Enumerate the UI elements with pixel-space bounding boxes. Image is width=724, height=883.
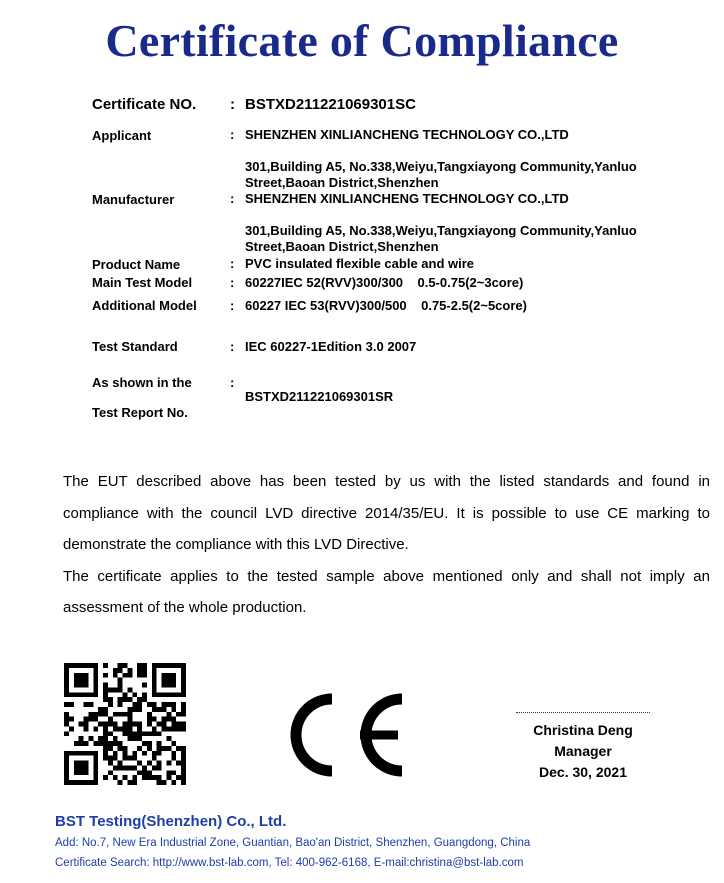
manufacturer-label: Manufacturer (92, 192, 175, 207)
colon: : (230, 339, 235, 354)
colon: : (230, 127, 235, 142)
applicant-name: SHENZHEN XINLIANCHENG TECHNOLOGY CO.,LTD (245, 127, 569, 142)
colon: : (230, 375, 235, 390)
report-label-line2: Test Report No. (92, 405, 188, 420)
ce-mark-icon (280, 690, 410, 780)
statement-line: assessment of the whole production. (63, 599, 307, 616)
certificate-title: Certificate of Compliance (105, 15, 619, 66)
colon: : (230, 298, 235, 313)
main-model-label: Main Test Model (92, 275, 193, 290)
statement-line: demonstrate the compliance with this LVD Directive. (63, 536, 409, 553)
manufacturer-address-line2: Street,Baoan District,Shenzhen (245, 239, 439, 254)
test-standard-value: IEC 60227-1Edition 3.0 2007 (245, 339, 417, 354)
product-name-value: PVC insulated flexible cable and wire (245, 256, 475, 271)
manufacturer-name: SHENZHEN XINLIANCHENG TECHNOLOGY CO.,LTD (245, 191, 569, 206)
manufacturer-address-line1: 301,Building A5, No.338,Weiyu,Tangxiayong Community,Yanluo (245, 223, 637, 238)
statement-line: The certificate applies to the tested sample above mentioned only and shall not imply an (63, 568, 710, 585)
footer-address: Add: No.7, New Era Industrial Zone, Guantian, Bao'an District, Shenzhen, Guangdong, China (55, 837, 531, 849)
statement-line: The EUT described above has been tested by us with the listed standards and found in (63, 473, 710, 490)
cert-no-label: Certificate NO. (92, 96, 197, 113)
footer-contact[interactable]: Certificate Search: http://www.bst-lab.com, Tel: 400-962-6168, E-mail:christina@bst-lab.com (55, 857, 524, 869)
signature-line (516, 712, 650, 713)
test-standard-label: Test Standard (92, 339, 178, 354)
applicant-address-line1: 301,Building A5, No.338,Weiyu,Tangxiayong Community,Yanluo (245, 159, 637, 174)
report-number-value: BSTXD211221069301SR (245, 389, 394, 404)
report-label-line1: As shown in the (92, 375, 192, 390)
additional-model-value: 60227 IEC 53(RVV)300/500 0.75-2.5(2~5core) (245, 298, 527, 313)
certificate-date: Dec. 30, 2021 (539, 764, 627, 780)
additional-model-label: Additional Model (92, 298, 197, 313)
colon: : (230, 256, 235, 271)
product-name-label: Product Name (92, 257, 181, 272)
cert-no-value: BSTXD211221069301SC (245, 96, 416, 113)
colon: : (230, 275, 235, 290)
main-model-value: 60227IEC 52(RVV)300/300 0.5-0.75(2~3core) (245, 275, 524, 290)
footer-company-name: BST Testing(Shenzhen) Co., Ltd. (55, 813, 287, 830)
colon: : (230, 96, 235, 113)
colon: : (230, 191, 235, 206)
signatory-title: Manager (554, 743, 612, 759)
qr-code-icon (64, 663, 186, 785)
statement-line: compliance with the council LVD directive 2014/35/EU. It is possible to use CE marking to (63, 505, 710, 522)
applicant-label: Applicant (92, 128, 152, 143)
applicant-address-line2: Street,Baoan District,Shenzhen (245, 175, 439, 190)
signatory-name: Christina Deng (533, 722, 633, 738)
